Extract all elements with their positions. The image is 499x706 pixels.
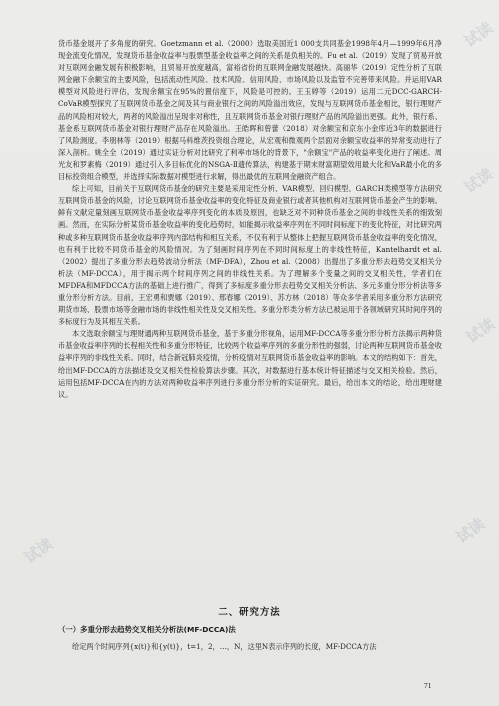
body-text bbox=[58, 38, 442, 401]
page-number: 71 bbox=[424, 681, 432, 690]
paragraph-literature: 货币基金展开了多角度的研究。Goetzmann et al.（2000）选取美国近1 000支共同基金1998年4月—1999年6月净现金流变化情况，发现货币基金收益率与股票型基金收益率之间的关系是负相关的。Fu et al.（2019）发现了贸易开放对互联网金融发展有积极影响，且贸易开放度越高，富裕省份的互联网金融发展越快。高丽华（2019）定性分析了互联网金融下余额宝的主要风险，包括流动性风险、技术风险、信用风险、市场风险以及监管不完善带来风险。并运用VAR模型对风险进行评估，发现余额宝在95%的置信度下，风险是可控的。王玉婷等（2019）运用二元DCC-GARCH-CoVaR模型探究了互联网货币基金之间及其与商业银行之间的风险溢出效应，发现与互联网货币基金相比，银行理财产品的风险相对较大，两者的风险溢出呈现非对称性，且互联网货币基金对银行理财产品的风险溢出更强。此外，银行系、基金系互联网货币基金对银行理财产品存在风险溢出。王皓晖和曾蕾（2018）对余额宝和京东小金库近3年的数据进行了风险测度。李朋林等（2019）根据马科维茨投资组合理论，从宏观和微观两个层面对余额宝收益率的异常变动进行了深入剖析。姚全全（2019）通过实证分析对比研究了利率市场化的背景下，"余额宝"产品的收益率变化进行了阐述。周光友和罗素梅（2019）通过引入多目标优化的NSGA-Ⅱ遗传算法，构建基于期末财富期望效用最大化和VaR最小化的多目标投资组合模型，并选择实际数据对模型进行求解，得出最优的互联网金融资产组合。 bbox=[58, 39, 442, 182]
paragraph-method-intro: 给定两个时间序列{x(t)}和{y(t)}，t=1，2，…，N，这里N表示序列的长度，MF-DCCA方法 bbox=[72, 642, 377, 651]
paragraph-summary: 综上可知，目前关于互联网货币基金的研究主要是采用定性分析、VAR模型、回归模型、GARCH类模型等方法研究互联网货币基金的风险，讨论互联网货币基金收益率的变化特征及商业银行或者其他机构对互联网货币基金产生的影响。鲜有文献定量刻画互联网货币基金收益率序列变化的本质及原因，也缺乏对不同种货币基金之间的非线性关系的细致刻画。然而，在实际分析某货币基金收益率的变化趋势时，如能揭示收益率序列在不同时间标度下的变化特征，对比研究两种或多种互联网货币基金收益率序列内部结构和相互关系，不仅有利于从整体上把握互联网货币基金收益率的变化情况，也有利于比较不同货币基金的风险情况。为了刻画时间序列在不同时间标度上的非线性特征，Kantelhardt et al.（2002）提出了多重分形去趋势波动分析法（MF-DFA），Zhou et al.（2008）出提出了多重分形去趋势交叉相关分析法（MF-DCCA），用于揭示两个时间序列之间的非线性关系。为了理解多个变量之间的交叉相关性，学者们在MFDFA和MFDCCA方法的基础上进行推广，得到了多标度多重分形去趋势交叉相关分析法、多元多重分形分析法等多重分形分析方法。目前，王宏勇和贾娜（2019）、邢春娜（2019）、苏方林（2018）等众多学者采用多重分形方法研究期货市场、股票市场等金融市场的非线性相关性及交叉相关性。多重分形类分析方法已被运用于各领域研究其时间序列的多标度行为及其相互关系。 bbox=[58, 184, 442, 327]
watermark-stamp: 试读 bbox=[20, 534, 56, 567]
section-heading: 二、研究方法 bbox=[218, 607, 281, 618]
watermark-stamp: 试读 bbox=[460, 18, 496, 51]
watermark-stamp: 试读 bbox=[462, 314, 498, 347]
paragraph-outline: 本文选取余额宝与理财通两种互联网货币基金，基于多重分形视角，运用MF-DCCA等多重分形分析方法揭示两种货币基金收益率序列的长程相关性和多重分形特征，比较两个收益率序列的多重分形性的强弱，讨论两种互联网货币基金收益率序列的非线性关系。同时，结合新冠肺炎疫情，分析疫情对互联网货币基金收益率的影响。本文的结构如下：首先，给出MF-DCCA的方法描述及交叉相关性检验算法步骤。其次，对数据进行基本统计特征描述与交叉相关检验。然后，运用包括MF-DCCA在内的方法对两种收益率序列进行多重分形分析的实证研究。最后，给出本文的结论，给出理财建议。 bbox=[58, 329, 442, 399]
subsection-heading: （一）多重分形去趋势交叉相关分析法(MF-DCCA)法 bbox=[58, 625, 236, 634]
watermark-stamp: 试读 bbox=[452, 514, 488, 547]
watermark-stamp: 试读 bbox=[460, 164, 496, 197]
